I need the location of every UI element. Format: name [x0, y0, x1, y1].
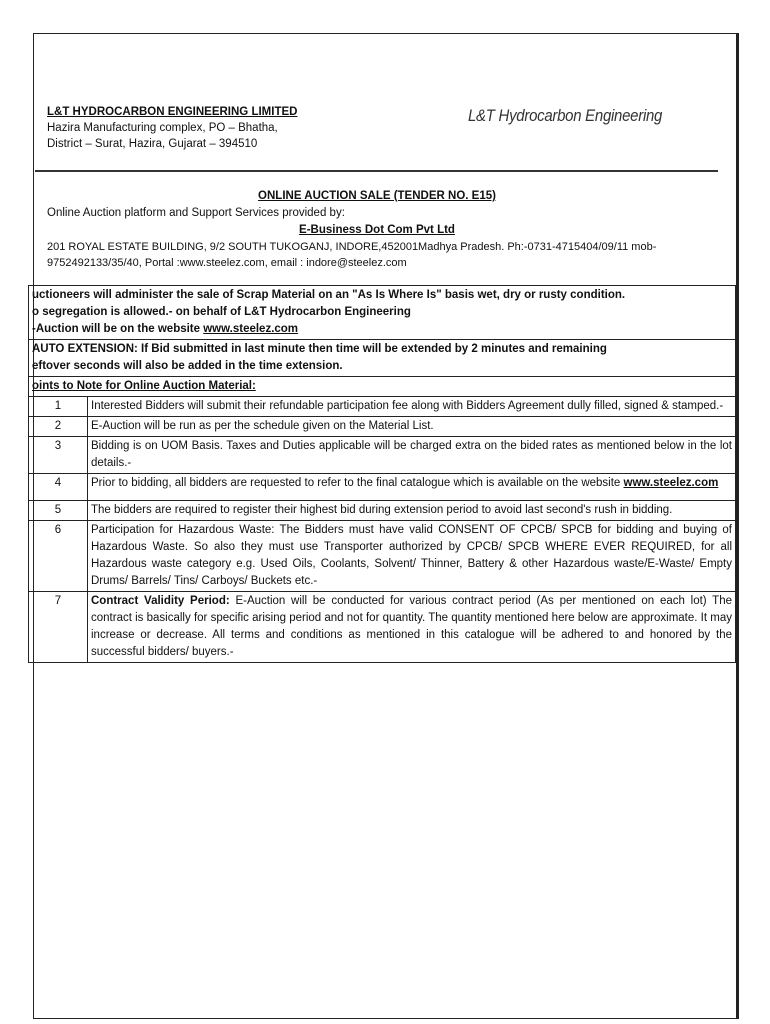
point-number: 2: [29, 417, 88, 437]
platform-line: Online Auction platform and Support Services provided by:: [47, 207, 345, 219]
points-heading-cell: [29, 377, 736, 397]
page-border-right: [737, 33, 739, 1019]
extension-line2: eftover seconds will also be added in the time extension.: [32, 360, 343, 372]
point-number: 3: [29, 437, 88, 474]
logo-text: L&T Hydrocarbon Engineering: [468, 106, 663, 125]
point-text: Bidding is on UOM Basis. Taxes and Duties applicable will be charged extra on the bided rates as mentioned below in the lot details.-: [88, 437, 736, 474]
website-link[interactable]: www.steelez.com: [203, 323, 299, 335]
point-text: E-Auction will be run as per the schedule given on the Material List.: [88, 417, 736, 437]
notice-line2: o segregation is allowed.- on behalf of L&T Hydrocarbon Engineering: [32, 306, 411, 318]
notice-cell: [29, 286, 736, 340]
extension-line1: AUTO EXTENSION: If Bid submitted in last minute then time will be extended by 2 minutes and remaining: [32, 343, 607, 355]
extension-cell: [29, 340, 736, 377]
point-bold-prefix: Contract Validity Period:: [91, 595, 230, 607]
table-row: [29, 501, 736, 521]
point-number: 6: [29, 521, 88, 592]
provider-address-line2: 9752492133/35/40, Portal :www.steelez.com, email : indore@steelez.com: [47, 257, 407, 269]
point-text: Interested Bidders will submit their refundable participation fee along with Bidders Agreement dully filled, signed & stamped.-: [88, 397, 736, 417]
point-text-prefix: Prior to bidding, all bidders are requested to refer to the final catalogue which is available on the website: [91, 477, 624, 489]
points-heading-row: [29, 377, 736, 397]
notice-line1: uctioneers will administer the sale of Scrap Material on an "As Is Where Is" basis wet, dry or rusty condition.: [32, 289, 626, 301]
company-header: [47, 104, 297, 152]
notice-line3-text: -Auction will be on the website: [32, 323, 204, 335]
point-text: [88, 592, 736, 663]
table-row: [29, 437, 736, 474]
points-heading: oints to Note for Online Auction Material:: [32, 380, 256, 392]
provider-address-line1: 201 ROYAL ESTATE BUILDING, 9/2 SOUTH TUKOGANJ, INDORE,452001Madhya Pradesh. Ph:-0731-4715404/09/11 mob-: [47, 241, 657, 253]
extension-row: [29, 340, 736, 377]
table-row: [29, 417, 736, 437]
notice-line3: [32, 321, 732, 338]
company-address-line2: District – Surat, Hazira, Gujarat – 394510: [47, 138, 258, 150]
company-logo: [462, 96, 662, 136]
header-divider: [35, 170, 718, 172]
point-number: 1: [29, 397, 88, 417]
point-text: The bidders are required to register their highest bid during extension period to avoid last second's rush in bidding.: [88, 501, 736, 521]
point-text: Participation for Hazardous Waste: The Bidders must have valid CONSENT OF CPCB/ SPCB for bidding and buying of Hazardous Waste. So also they must use Transporter authorized by CPCB/ SPCB WHERE EVER REQUIRED, for all Hazardous waste category e.g. Used Oils, Coolants, Solvent/ Thinner, Battery & other Hazardous waste/E-Waste/ Empty Drums/ Barrels/ Tins/ Carboys/ Buckets etc.-: [88, 521, 736, 592]
auction-info: [47, 188, 707, 271]
point-number: 5: [29, 501, 88, 521]
company-name: L&T HYDROCARBON ENGINEERING LIMITED: [47, 106, 298, 118]
point-number: 4: [29, 474, 88, 501]
company-address-line1: Hazira Manufacturing complex, PO – Bhatha,: [47, 122, 278, 134]
table-row: [29, 474, 736, 501]
table-row: [29, 592, 736, 663]
point-text-body: E-Auction will be conducted for various contract period (As per mentioned on each lot) The contract is basically for specific arising period and not for quantity. The quantity mentioned here below are approximate. It may increase or decrease. All terms and conditions as mentioned in this catalogue will be adhered to and honored by the successful bidders/ buyers.-: [91, 595, 732, 658]
point-text: [88, 474, 736, 501]
point-number: 7: [29, 592, 88, 663]
website-link[interactable]: www.steelez.com: [623, 477, 719, 489]
provider-name: E-Business Dot Com Pvt Ltd: [299, 224, 455, 236]
auction-title: ONLINE AUCTION SALE (TENDER NO. E15): [258, 190, 496, 202]
table-row: [29, 521, 736, 592]
terms-table: [28, 285, 736, 663]
notice-row: [29, 286, 736, 340]
table-row: [29, 397, 736, 417]
